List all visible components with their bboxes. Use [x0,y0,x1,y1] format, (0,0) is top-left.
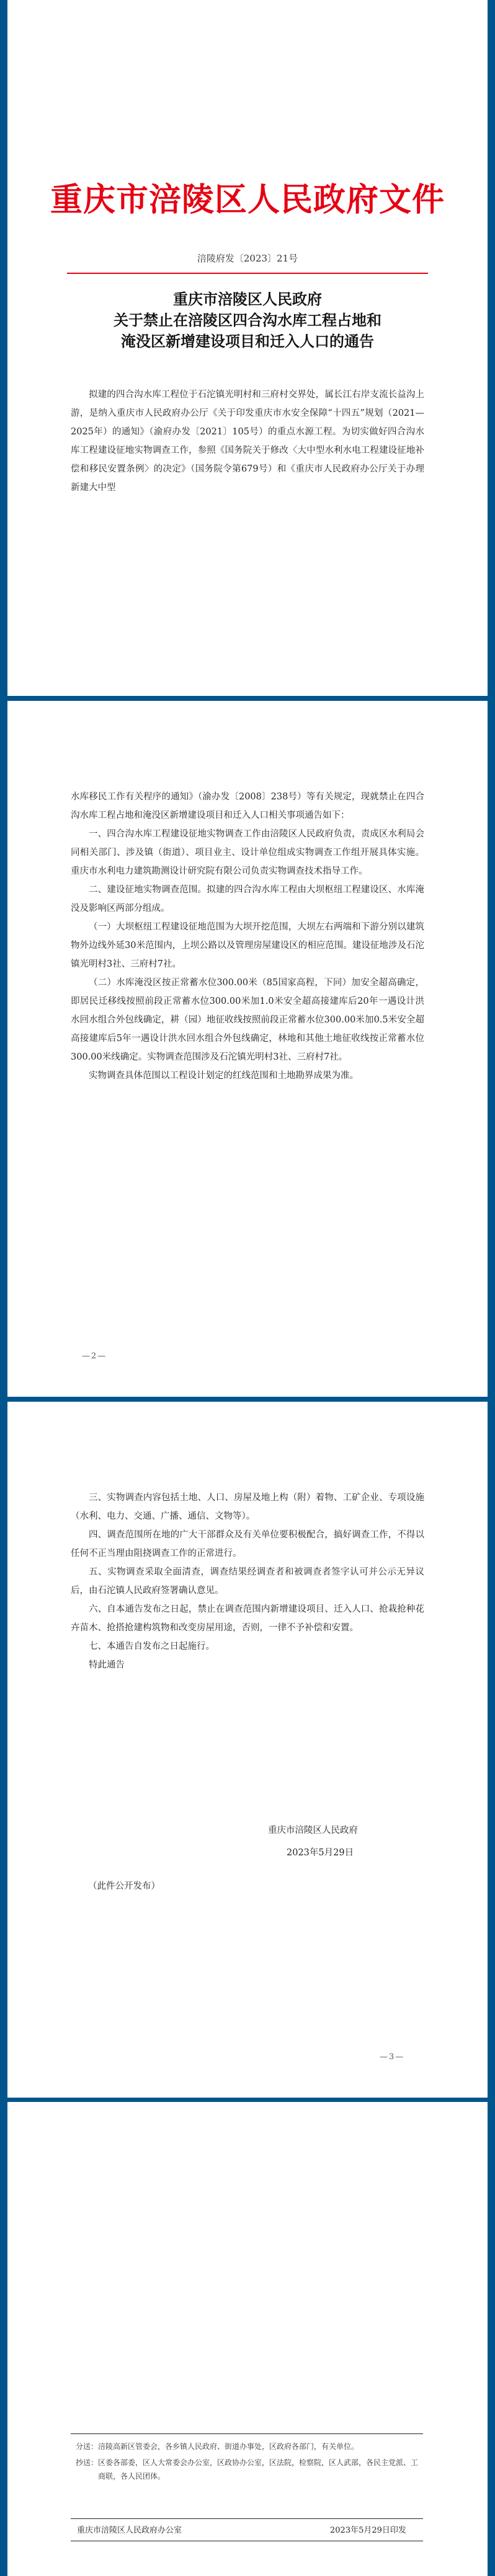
document-number: 涪陵府发〔2023〕21号 [197,253,298,264]
distribution-copy [76,2456,423,2483]
body-intro [71,385,424,497]
distribution-top-rule [71,2433,423,2434]
item-2-3-paragraph: 实物调查具体范围以工程设计划定的红线范围和土地勘界成果为准。 [89,1071,359,1081]
closing-line: 特此通告 [89,1660,125,1670]
document-page-1 [7,0,488,696]
copy-recipients: 区委各部委，区人大常委会办公室，区政协办公室，区法院，检察院，区人武部，各民主党派、工商联，各人民团体。 [98,2458,419,2481]
page-number-3: —3— [380,2052,405,2062]
issuing-office: 重庆市涪陵区人民政府办公室 [77,2526,182,2535]
intro-paragraph: 拟建的四合沟水库工程位于石沱镇光明村和三府村交界处，属长江右岸支流长益沟上游，是纳入重庆市人民政府办公厅《关于印发重庆市水安全保障“十四五”规划（2021—2025年）的通知》（渝府办发〔2021〕105号）的重点水源工程。为切实做好四合沟水库工程建设征地实物调查工作，参照《国务院关于修改〈大中型水利水电工程建设征地补偿和移民安置条例〉的决定》（国务院令第679号）和《重庆市人民政府办公厅关于办理新建大中型 [71,390,424,493]
distribution-label: 分送： [76,2442,99,2451]
item-2-paragraph: 二、建设征地实物调查范围。拟建的四合沟水库工程由大坝枢纽工程建设区、水库淹没及影响区两部分组成。 [71,885,424,913]
distribution-middle-rule [71,2518,423,2519]
document-page-2 [7,701,488,1397]
red-separator-rule [67,273,428,274]
item-4-paragraph: 四、调查范围所在地的广大干部群众及有关单位要积极配合，搞好调查工作，不得以任何不正当理由阻挠调查工作的正常进行。 [71,1530,424,1558]
issue-date: 2023年5月29日 [287,1848,354,1858]
distribution-block [76,2440,423,2483]
item-7-paragraph: 七、本通告自发布之日起施行。 [89,1642,215,1651]
distribution-main [76,2440,423,2453]
body-page-2 [71,788,424,1085]
document-page-4 [7,2102,488,2576]
page-number-2: —2— [82,1352,107,1361]
document-page-3 [7,1402,488,2098]
item-5-paragraph: 五、实物调查采取全面清查，调查结果经调查者和被调查者签字认可并公示无异议后，由石沱镇人民政府签署确认意见。 [71,1567,424,1596]
title-line-3: 淹没区新增建设项目和迁入人口的通告 [121,332,374,350]
item-2-1-paragraph: （一）大坝枢纽工程建设征地范围为大坝开挖范围，大坝左右两端和下游分别以建筑物外边线外延30米范围内，上坝公路以及管理房屋建设区的相应范围。建设征地涉及石沱镇光明村3社、三府村7社。 [71,922,424,969]
title-line-1: 重庆市涪陵区人民政府 [173,290,322,308]
body-page-3 [71,1488,424,1674]
copy-label: 抄送： [76,2458,99,2467]
red-header-title: 重庆市涪陵区人民政府文件 [50,182,445,219]
print-date: 2023年5月29日印发 [330,2526,406,2535]
public-release-note: （此件公开发布） [88,1881,160,1891]
item-1-paragraph: 一、四合沟水库工程建设征地实物调查工作由涪陵区人民政府负责，责成区水利局会同相关部门、涉及镇（街道）、项目业主、设计单位组成实物调查工作组开展具体实施。重庆市水利电力建筑勘测设计研究院有限公司负责实物调查技术指导工作。 [71,829,424,876]
distribution-recipients: 涪陵高新区管委会，各乡镇人民政府、街道办事处，区政府各部门，有关单位。 [98,2442,359,2451]
item-6-paragraph: 六、自本通告发布之日起，禁止在调查范围内新增建设项目、迁入人口、抢栽抢种花卉苗木、抢搭抢建构筑物和改变房屋用途，否则，一律不予补偿和安置。 [71,1604,424,1633]
notice-title [7,289,488,352]
title-line-2: 关于禁止在涪陵区四合沟水库工程占地和 [114,311,381,329]
item-2-2-paragraph: （二）水库淹没区按正常蓄水位300.00米（85国家高程，下同）加安全超高确定，即居民迁移线按照前段正常蓄水位300.00米加1.0米安全超高接建库后20年一遇设计洪水回水组合外包线确定，耕（园）地征收线按照前段正常蓄水位300.00米加0.5米安全超高接建库后5年一遇设计洪水回水组合外包线确定，林地和其他土地征收线按正常蓄水位300.00米线确定。实物调查范围涉及石沱镇光明村3社、三府村7社。 [71,978,424,1062]
item-3-paragraph: 三、实物调查内容包括土地、人口、房屋及地上构（附）着物、工矿企业、专项设施（水利、电力、交通、广播、通信、文物等）。 [71,1493,424,1521]
intro-paragraph-continued: 水库移民工作有关程序的通知》（渝办发〔2008〕238号）等有关规定，现就禁止在四合沟水库工程占地和淹没区新增建设项目和迁入人口相关事项通告如下： [71,792,424,820]
issuer-name: 重庆市涪陵区人民政府 [268,1826,358,1835]
